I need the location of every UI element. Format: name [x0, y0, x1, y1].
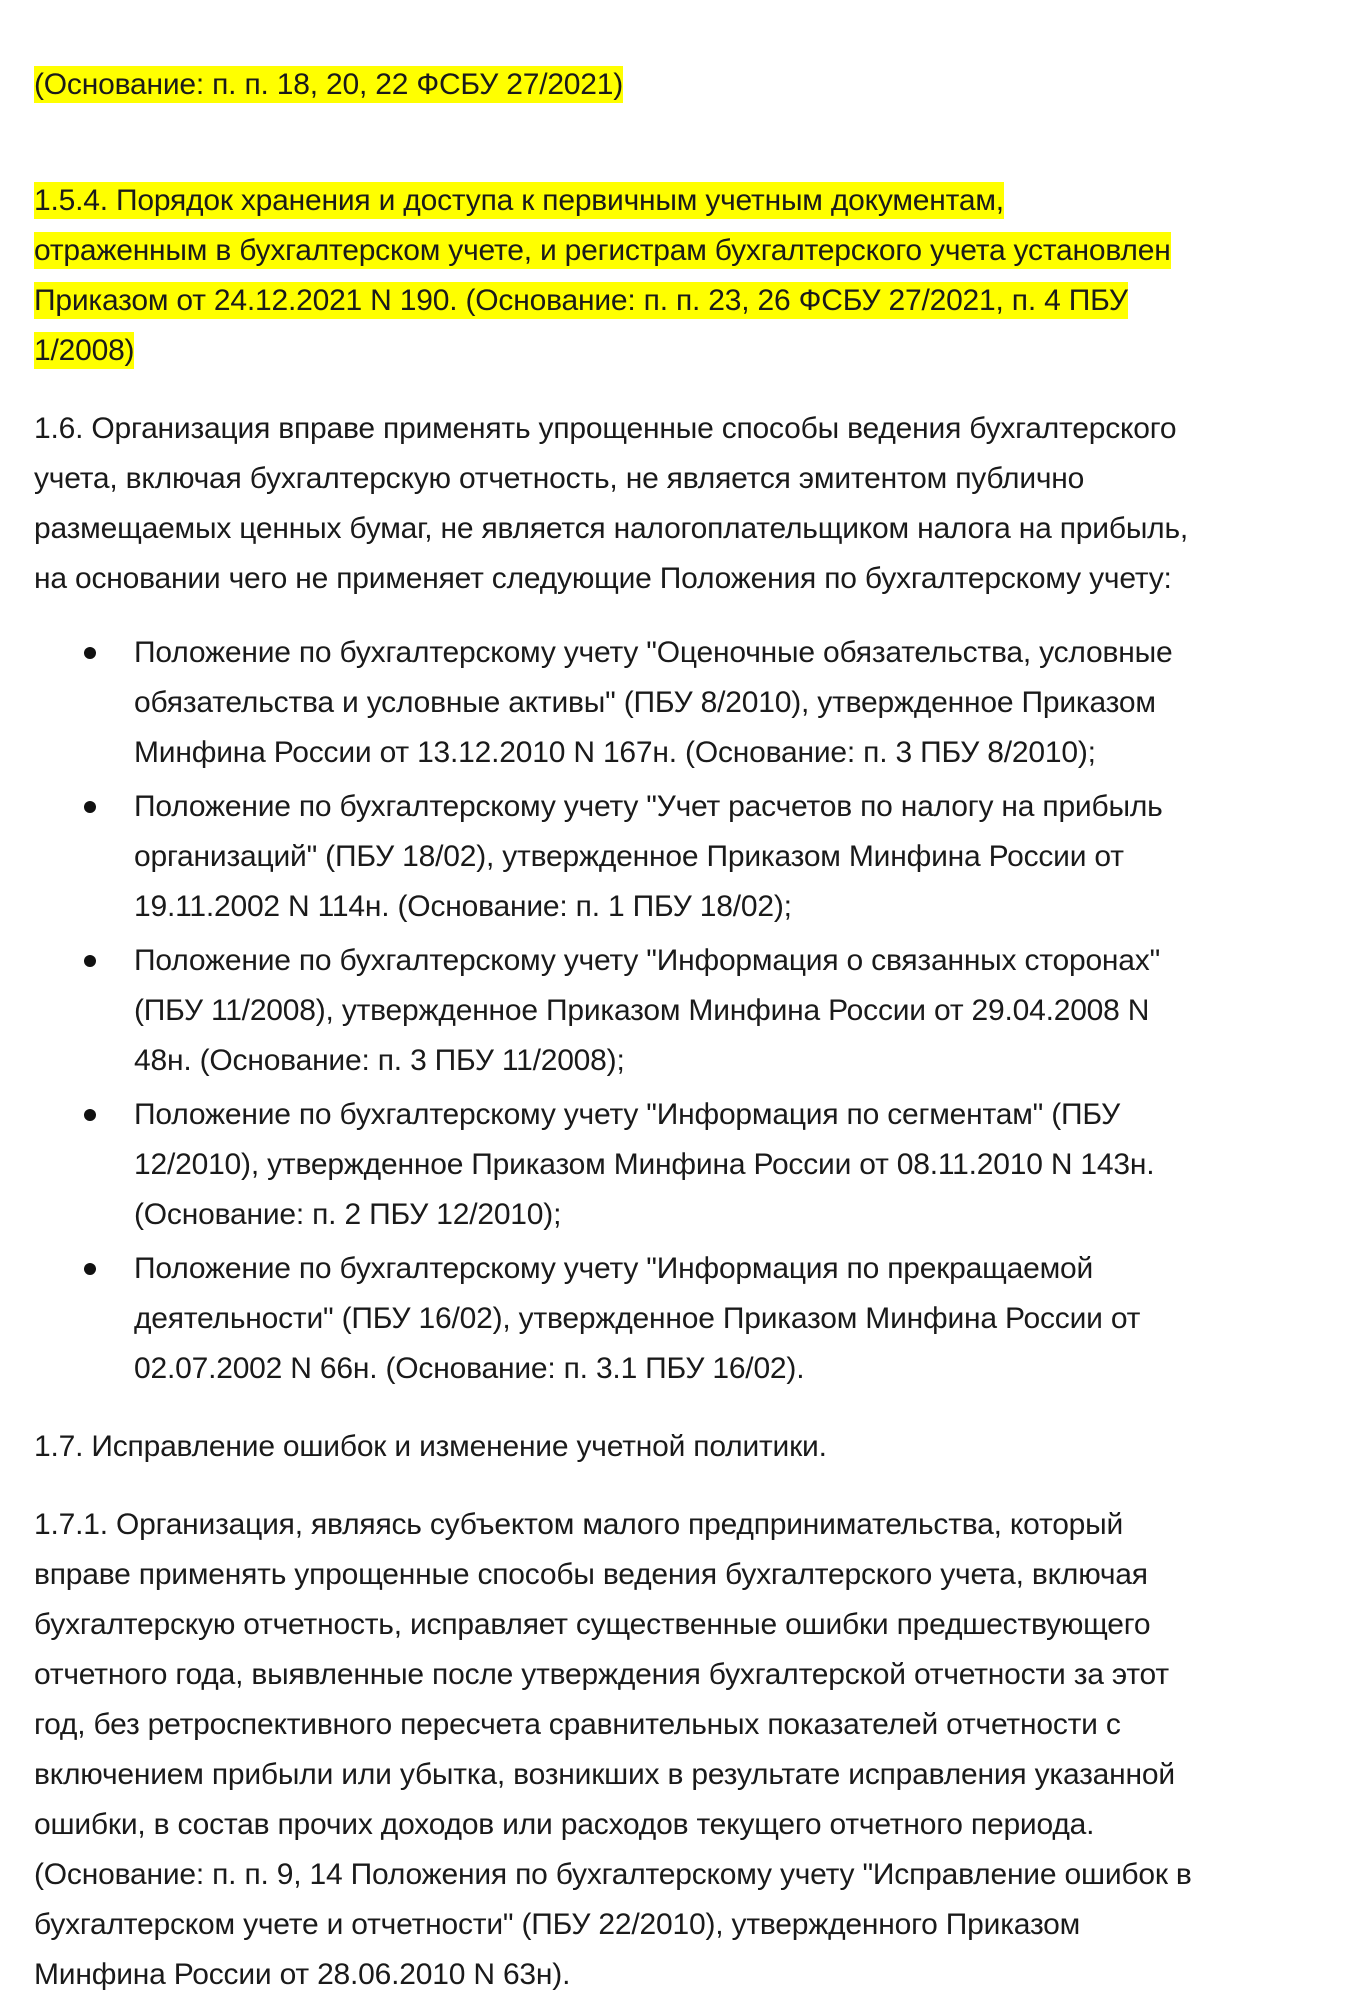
highlighted-paragraph-1-5-4-text: 1.5.4. Порядок хранения и доступа к первичным учетным документам, отраженным в бухгалтерском учете, и регистрам бухгалтерского учета установлен Приказом от 24.12.2021 N 190. (Основание: п. п. 23, 26 ФСБУ 27/2021, п. 4 ПБУ 1/2008) — [34, 184, 1171, 367]
paragraph-1-6: 1.6. Организация вправе применять упрощенные способы ведения бухгалтерского учета, включая бухгалтерскую отчетность, не является эмитентом публично размещаемых ценных бумаг, не является налогоплательщиком налога на прибыль, на основании чего не применяет следующие Положения по бухгалтерскому учету: — [34, 412, 1189, 595]
basis-paragraph — [34, 10, 1334, 110]
bullet-icon — [84, 801, 96, 813]
paragraph-1-7-1: 1.7.1. Организация, являясь субъектом малого предпринимательства, который вправе применять упрощенные способы ведения бухгалтерского учета, включая бухгалтерскую отчетность, исправляет существенные ошибки предшествующего отчетного года, выявленные после утверждения бухгалтерской отчетности за этот год, без ретроспективного пересчета сравнительных показателей отчетности с включением прибыли или убытка, возникших в результате исправления указанной ошибки, в состав прочих доходов или расходов текущего отчетного периода. (Основание: п. п. 9, 14 Положения по бухгалтерскому учету "Исправление ошибок в бухгалтерском учете и отчетности" (ПБУ 22/2010), утвержденного Приказом Минфина России от 28.06.2010 N 63н). — [34, 1508, 1192, 1991]
paragraph-1-5-4 — [34, 126, 1334, 376]
list-item — [34, 782, 1334, 932]
bullet-icon — [84, 647, 96, 659]
bullet-icon — [84, 955, 96, 967]
paragraph-1-7: 1.7. Исправление ошибок и изменение учетной политики. — [34, 1430, 827, 1463]
list-item-text: Положение по бухгалтерскому учету "Информация о связанных сторонах" (ПБУ 11/2008), утвержденное Приказом Минфина России от 29.04.2008 N 48н. (Основание: п. 3 ПБУ 11/2008); — [134, 944, 1161, 1077]
highlighted-basis-text: (Основание: п. п. 18, 20, 22 ФСБУ 27/2021) — [34, 68, 624, 101]
bullet-icon — [84, 1109, 96, 1121]
list-item-text: Положение по бухгалтерскому учету "Оценочные обязательства, условные обязательства и условные активы" (ПБУ 8/2010), утвержденное Приказом Минфина России от 13.12.2010 N 167н. (Основание: п. 3 ПБУ 8/2010); — [134, 636, 1173, 769]
list-item-text: Положение по бухгалтерскому учету "Учет расчетов по налогу на прибыль организаций" (ПБУ 18/02), утвержденное Приказом Минфина России от 19.11.2002 N 114н. (Основание: п. 1 ПБУ 18/02); — [134, 790, 1163, 923]
pbu-exclusion-list — [34, 628, 1334, 1394]
list-item-text: Положение по бухгалтерскому учету "Информация по сегментам" (ПБУ 12/2010), утвержденное Приказом Минфина России от 08.11.2010 N 143н. (Основание: п. 2 ПБУ 12/2010); — [134, 1098, 1155, 1231]
list-item — [34, 936, 1334, 1086]
bullet-icon — [84, 1263, 96, 1275]
document-page — [34, 10, 1334, 2000]
list-item — [34, 628, 1334, 778]
list-item — [34, 1090, 1334, 1240]
list-item-text: Положение по бухгалтерскому учету "Информация по прекращаемой деятельности" (ПБУ 16/02), утвержденное Приказом Минфина России от 02.07.2002 N 66н. (Основание: п. 3.1 ПБУ 16/02). — [134, 1252, 1141, 1385]
list-item — [34, 1244, 1334, 1394]
